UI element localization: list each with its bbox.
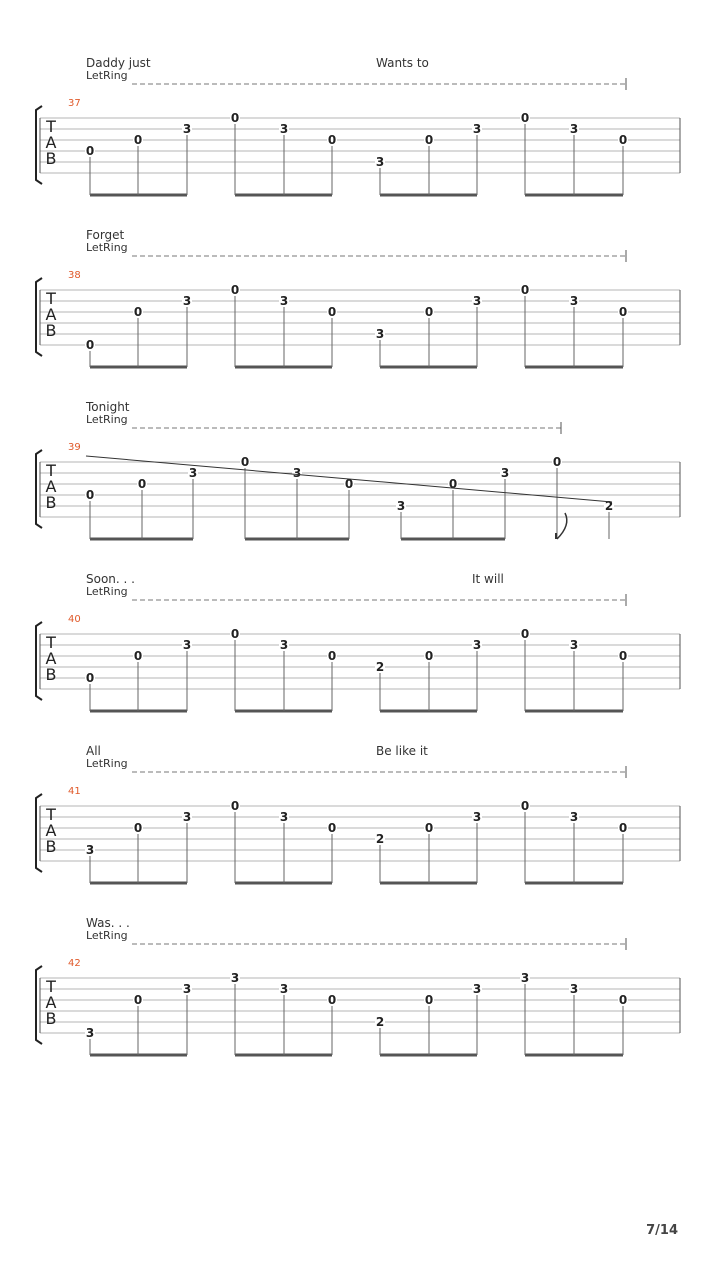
fret-number: 0 [520,627,530,641]
tab-clef-letter: A [45,477,57,496]
tab-clef-letter: A [45,649,57,668]
fret-number: 0 [133,993,143,1007]
fret-number: 3 [85,1026,95,1040]
fret-number: 3 [279,638,289,652]
fret-number: 2 [375,660,385,674]
tab-note [327,133,337,195]
tab-note [85,843,95,883]
lyric-text: Daddy just [86,56,151,70]
fret-number: 0 [230,799,240,813]
tab-note [327,821,337,883]
tab-note [424,133,434,195]
tab-note [375,660,385,711]
fret-number: 0 [230,283,240,297]
tab-clef-letter: A [45,305,57,324]
fret-number: 3 [279,294,289,308]
lyric-text: Was. . . [86,916,130,930]
letring-label: LetRing [86,929,128,942]
tab-note [500,466,510,539]
fret-number: 0 [133,821,143,835]
measure-number: 37 [68,98,81,109]
fret-number: 3 [279,810,289,824]
fret-number: 0 [424,821,434,835]
fret-number: 3 [292,466,302,480]
tab-note [85,144,95,195]
tab-note [375,1015,385,1055]
measure-number: 39 [68,442,81,453]
tab-note [279,122,289,195]
fret-number: 3 [520,971,530,985]
letring-label: LetRing [86,69,128,82]
fret-number: 0 [85,671,95,685]
tab-note [279,294,289,367]
tab-note [569,810,579,883]
measure-number: 40 [68,614,81,625]
tab-note [230,283,240,367]
letring-label: LetRing [86,241,128,254]
tab-note [133,133,143,195]
fret-number: 0 [133,649,143,663]
tab-note [137,477,147,539]
tab-note [396,499,406,539]
fret-number: 0 [424,993,434,1007]
fret-number: 3 [279,982,289,996]
tab-note [520,627,530,711]
tab-note [520,111,530,195]
fret-number: 3 [85,843,95,857]
tab-clef-letter: T [46,117,56,136]
fret-number: 3 [182,982,192,996]
tab-note [182,122,192,195]
lyric-text: Be like it [376,744,428,758]
tab-system [36,744,680,883]
tab-note [472,294,482,367]
fret-number: 0 [618,821,628,835]
tab-note [133,305,143,367]
tab-note [618,821,628,883]
fret-number: 0 [448,477,458,491]
tab-note [230,799,240,883]
fret-number: 3 [569,294,579,308]
fret-number: 0 [520,283,530,297]
tab-clef-letter: B [45,321,57,340]
tab-note [604,499,614,539]
tab-note [182,810,192,883]
tab-note [618,649,628,711]
fret-number: 0 [552,455,562,469]
tab-note [424,993,434,1055]
measure-number: 41 [68,786,81,797]
fret-number: 3 [569,810,579,824]
tab-note [230,111,240,195]
tab-note [520,283,530,367]
tab-note [569,638,579,711]
tab-clef-letter: A [45,821,57,840]
fret-number: 0 [520,799,530,813]
tab-note [182,982,192,1055]
fret-number: 3 [279,122,289,136]
fret-number: 0 [424,649,434,663]
tab-note [279,638,289,711]
tab-note [292,466,302,539]
tab-note [424,649,434,711]
tab-clef-letter: B [45,149,57,168]
tab-note [133,649,143,711]
tab-note [327,649,337,711]
tab-note [375,327,385,367]
fret-number: 3 [182,122,192,136]
fret-number: 0 [137,477,147,491]
fret-number: 0 [424,133,434,147]
fret-number: 2 [375,832,385,846]
tab-system [36,56,680,195]
tab-note [569,122,579,195]
fret-number: 0 [230,627,240,641]
fret-number: 0 [240,455,250,469]
measure-number: 42 [68,958,81,969]
tab-note [230,627,240,711]
tab-clef-letter: B [45,665,57,684]
lyric-text: Forget [86,228,125,242]
tab-note [85,488,95,539]
fret-number: 3 [375,155,385,169]
tab-note [182,294,192,367]
tab-note [230,971,240,1055]
tab-clef-letter: A [45,993,57,1012]
fret-number: 3 [472,294,482,308]
tab-note [618,133,628,195]
fret-number: 0 [618,993,628,1007]
letring-label: LetRing [86,585,128,598]
lyric-text: All [86,744,101,758]
fret-number: 0 [85,144,95,158]
fret-number: 3 [472,638,482,652]
fret-number: 0 [85,338,95,352]
tab-note [520,971,530,1055]
tab-note [424,821,434,883]
tab-clef-letter: B [45,837,57,856]
tab-clef-letter: T [46,461,56,480]
tab-note [472,982,482,1055]
tab-note [85,338,95,367]
tab-note [327,993,337,1055]
lyric-text: It will [472,572,504,586]
fret-number: 0 [618,649,628,663]
fret-number: 0 [618,305,628,319]
fret-number: 0 [327,993,337,1007]
tab-note [569,982,579,1055]
tab-clef-letter: B [45,493,57,512]
tab-note [344,477,354,539]
tab-note [85,671,95,711]
fret-number: 3 [472,810,482,824]
letring-label: LetRing [86,757,128,770]
fret-number: 2 [375,1015,385,1029]
fret-number: 0 [133,305,143,319]
fret-number: 3 [472,982,482,996]
fret-number: 0 [133,133,143,147]
fret-number: 3 [375,327,385,341]
tab-note [618,305,628,367]
fret-number: 3 [569,638,579,652]
fret-number: 3 [500,466,510,480]
fret-number: 3 [182,810,192,824]
fret-number: 3 [472,122,482,136]
fret-number: 0 [424,305,434,319]
tab-note [133,821,143,883]
tab-clef-letter: T [46,805,56,824]
tab-note [424,305,434,367]
lyric-text: Soon. . . [86,572,135,586]
fret-number: 0 [618,133,628,147]
tab-note [472,638,482,711]
tab-note [182,638,192,711]
letring-label: LetRing [86,413,128,426]
fret-number: 3 [569,982,579,996]
fret-number: 0 [85,488,95,502]
fret-number: 3 [188,466,198,480]
fret-number: 0 [520,111,530,125]
tab-note [327,305,337,367]
tab-note [188,466,198,539]
fret-number: 3 [182,294,192,308]
tab-note [279,810,289,883]
tab-note [375,832,385,883]
fret-number: 3 [182,638,192,652]
fret-number: 2 [604,499,614,513]
tab-note [618,993,628,1055]
tab-note [448,477,458,539]
tab-system [36,916,680,1055]
fret-number: 3 [569,122,579,136]
tab-note [520,799,530,883]
tab-clef-letter: A [45,133,57,152]
tab-note [133,993,143,1055]
tab-system [36,228,680,367]
tab-note [85,1026,95,1055]
fret-number: 0 [230,111,240,125]
page-number: 7/14 [646,1223,678,1238]
fret-number: 3 [396,499,406,513]
fret-number: 0 [327,133,337,147]
fret-number: 0 [327,821,337,835]
tab-note [569,294,579,367]
fret-number: 0 [327,649,337,663]
tab-clef-letter: T [46,289,56,308]
tab-clef-letter: B [45,1009,57,1028]
fret-number: 0 [344,477,354,491]
tab-clef-letter: T [46,977,56,996]
tab-note [472,810,482,883]
tab-clef-letter: T [46,633,56,652]
tab-system [36,572,680,711]
lyric-text: Wants to [376,56,429,70]
measure-number: 38 [68,270,81,281]
fret-number: 0 [327,305,337,319]
tab-note [472,122,482,195]
fret-number: 3 [230,971,240,985]
lyric-text: Tonight [86,400,130,414]
tab-note [279,982,289,1055]
tab-note [375,155,385,195]
tab-system [36,400,680,539]
tab-note [240,455,250,539]
